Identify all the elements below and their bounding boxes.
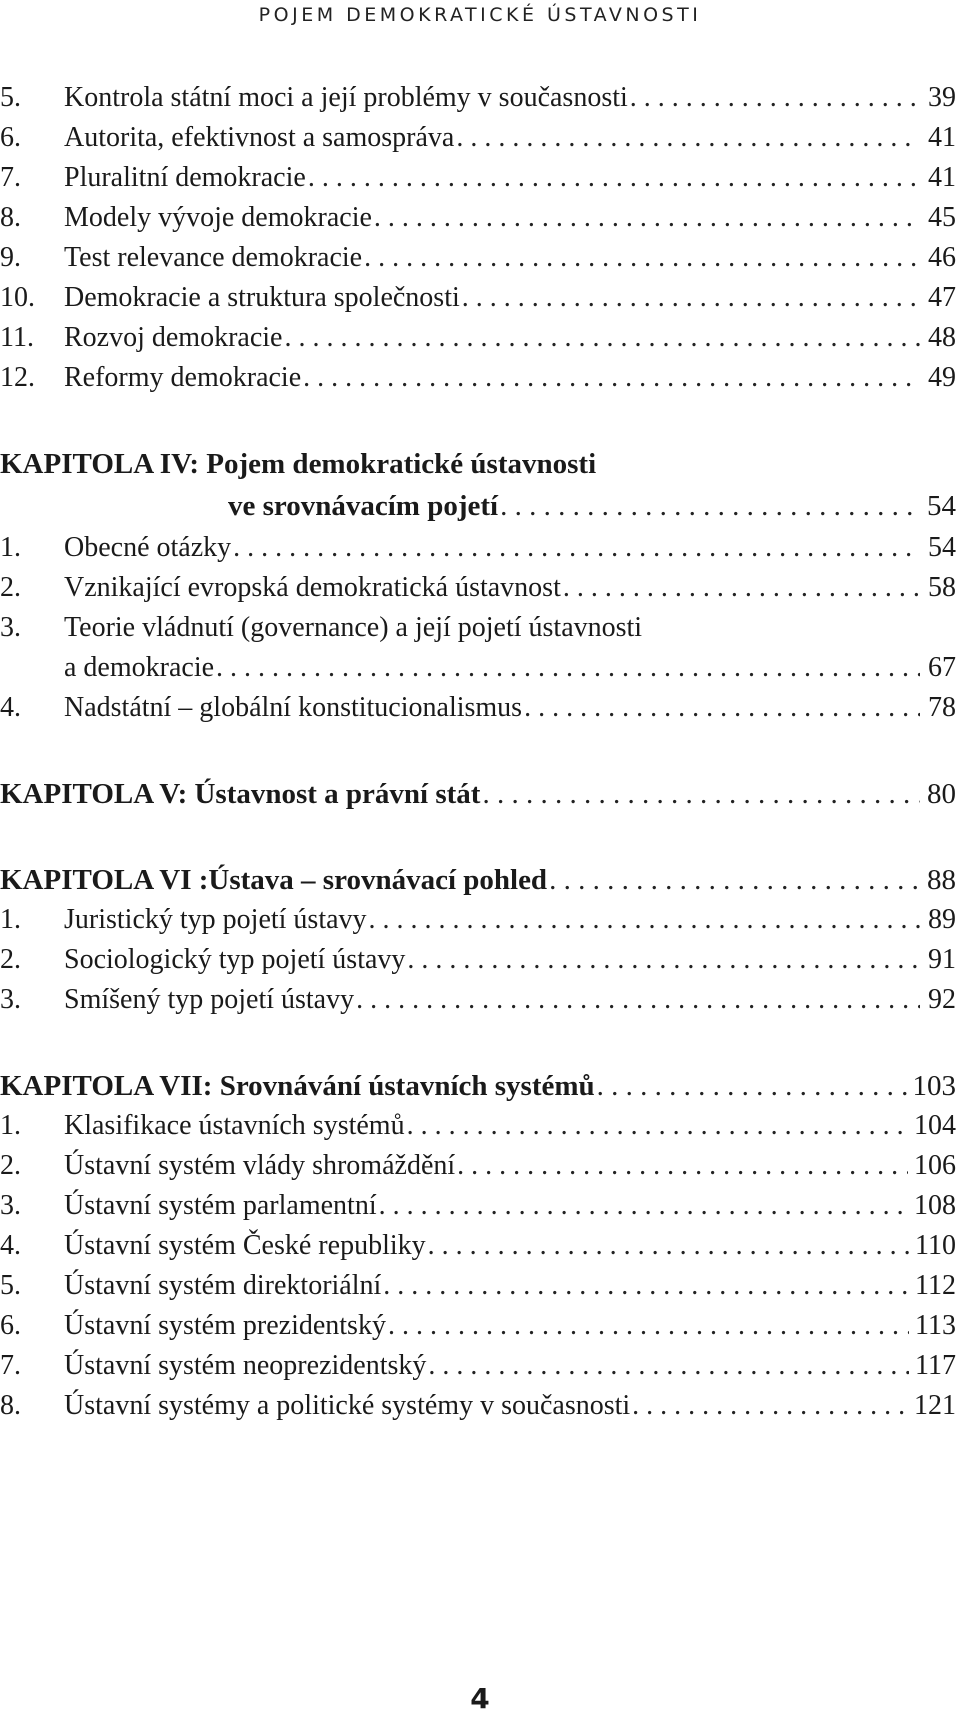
dot-leader	[597, 1066, 907, 1106]
dot-leader	[303, 358, 920, 398]
toc-entry	[0, 198, 960, 238]
toc-entry-title: Autorita, efektivnost a samospráva	[64, 122, 455, 153]
chapter-7-title: KAPITOLA VII: Srovnávání ústavních systémů	[0, 1070, 595, 1102]
toc-entry-number: 7.	[0, 162, 21, 193]
toc-entry	[0, 1186, 960, 1226]
dot-leader	[632, 1386, 908, 1426]
chapter-5-heading	[0, 774, 960, 814]
toc-entry-title: Ústavní systémy a politické systémy v současnosti	[64, 1390, 631, 1421]
toc-entry-page: 48	[928, 322, 956, 353]
toc-entry-page: 41	[928, 162, 956, 193]
toc-entry-number: 5.	[0, 1270, 21, 1301]
dot-leader	[369, 900, 920, 940]
toc-entry-number: 2.	[0, 572, 21, 603]
toc-entry-title: Rozvoj demokracie	[64, 322, 283, 353]
toc-entry	[0, 688, 960, 728]
toc-entry-number: 6.	[0, 1310, 21, 1341]
dot-leader	[284, 318, 920, 358]
toc-entry	[0, 568, 960, 608]
chapter-7-page: 103	[912, 1070, 956, 1102]
toc-entry-page: 112	[915, 1270, 956, 1301]
toc-entry-page: 49	[928, 362, 956, 393]
toc-entry-page: 121	[914, 1390, 956, 1421]
chapter-4-heading	[0, 444, 960, 484]
toc-entry-number: 7.	[0, 1350, 21, 1381]
toc-entry-page: 58	[928, 572, 956, 603]
toc-entry	[0, 1106, 960, 1146]
toc-entry	[0, 1306, 960, 1346]
chapter-7-heading	[0, 1066, 960, 1106]
toc-entry	[0, 900, 960, 940]
toc-entry-title: Obecné otázky	[64, 532, 232, 563]
chapter-6-heading	[0, 860, 960, 900]
toc-entry	[0, 78, 960, 118]
toc-entry	[0, 1346, 960, 1386]
dot-leader	[356, 980, 920, 1020]
toc-entry-title: Ústavní systém prezidentský	[64, 1310, 386, 1341]
toc-entry-page: 110	[915, 1230, 956, 1261]
toc-entry-number: 10.	[0, 282, 35, 313]
toc-entry-number: 5.	[0, 82, 21, 113]
toc-entry-number: 4.	[0, 1230, 21, 1261]
dot-leader	[456, 118, 920, 158]
toc-entry	[0, 158, 960, 198]
toc-entry-page: 113	[915, 1310, 956, 1341]
dot-leader	[563, 568, 920, 608]
dot-leader	[216, 648, 920, 688]
toc-entry-title: Ústavní systém vlády shromáždění	[64, 1150, 456, 1181]
toc-entry-page: 46	[928, 242, 956, 273]
toc-entry-title-cont: a demokracie	[64, 652, 215, 683]
toc-entry-number: 8.	[0, 202, 21, 233]
toc-entry-title: Nadstátní – globální konstitucionalismus	[64, 692, 523, 723]
toc-entry	[0, 118, 960, 158]
dot-leader	[388, 1306, 909, 1346]
toc-entry-cont	[0, 648, 960, 688]
toc-entry-title: Test relevance demokracie	[64, 242, 363, 273]
toc-entry-number: 2.	[0, 1150, 21, 1181]
dot-leader	[482, 774, 920, 814]
toc-entry-title: Modely vývoje demokracie	[64, 202, 372, 233]
toc-entry-number: 2.	[0, 944, 21, 975]
dot-leader	[457, 1146, 908, 1186]
toc-entry	[0, 1146, 960, 1186]
toc-entry-number: 1.	[0, 532, 21, 563]
toc-entry	[0, 608, 960, 648]
toc-entry-title: Ústavní systém České republiky	[64, 1230, 426, 1261]
toc-entry-page: 41	[928, 122, 956, 153]
dot-leader	[524, 688, 920, 728]
toc-entry-page: 67	[928, 652, 956, 683]
toc-entry-title: Klasifikace ústavních systémů	[64, 1110, 405, 1141]
toc-entry-page: 78	[928, 692, 956, 723]
toc-entry-page: 39	[928, 82, 956, 113]
toc-entry-title: Juristický typ pojetí ústavy	[64, 904, 367, 935]
toc-entry-page: 117	[915, 1350, 956, 1381]
running-header: POJEM DEMOKRATICKÉ ÚSTAVNOSTI	[258, 4, 702, 26]
dot-leader	[428, 1346, 909, 1386]
toc-entry-number: 3.	[0, 984, 21, 1015]
toc-entry	[0, 940, 960, 980]
dot-leader	[407, 1106, 908, 1146]
toc-entry-page: 104	[914, 1110, 956, 1141]
toc-entry-number: 3.	[0, 612, 21, 643]
toc-entry-number: 11.	[0, 322, 34, 353]
dot-leader	[462, 278, 920, 318]
chapter-4-title-line1: KAPITOLA IV: Pojem demokratické ústavnosti	[0, 448, 597, 480]
toc-entry-title: Sociologický typ pojetí ústavy	[64, 944, 406, 975]
toc-entry-number: 3.	[0, 1190, 21, 1221]
dot-leader	[549, 860, 920, 900]
dot-leader	[364, 238, 920, 278]
toc-entry-number: 8.	[0, 1390, 21, 1421]
toc-entry-number: 4.	[0, 692, 21, 723]
toc-entry	[0, 1226, 960, 1266]
page-number: 4	[470, 1682, 490, 1715]
chapter-4-title-line2: ve srovnávacím pojetí	[228, 490, 499, 522]
toc-entry	[0, 528, 960, 568]
dot-leader	[428, 1226, 909, 1266]
toc-entry-title: Pluralitní demokracie	[64, 162, 306, 193]
toc-entry-page: 106	[914, 1150, 956, 1181]
dot-leader	[630, 78, 920, 118]
toc-entry-title: Kontrola státní moci a její problémy v současnosti	[64, 82, 628, 113]
toc-entry-title: Reformy demokracie	[64, 362, 302, 393]
toc-entry-page: 54	[928, 532, 956, 563]
chapter-5-title: KAPITOLA V: Ústavnost a právní stát	[0, 778, 481, 810]
dot-leader	[500, 486, 920, 526]
toc-entry-title: Smíšený typ pojetí ústavy	[64, 984, 355, 1015]
toc-entry-number: 6.	[0, 122, 21, 153]
toc-entry-title: Ústavní systém parlamentní	[64, 1190, 377, 1221]
chapter-5-page: 80	[927, 778, 956, 810]
chapter-4-page: 54	[927, 490, 956, 522]
dot-leader	[407, 940, 920, 980]
dot-leader	[233, 528, 920, 568]
toc-entry-number: 12.	[0, 362, 35, 393]
dot-leader	[379, 1186, 908, 1226]
toc-entry-page: 91	[928, 944, 956, 975]
toc-entry-number: 9.	[0, 242, 21, 273]
chapter-6-title: KAPITOLA VI :Ústava – srovnávací pohled	[0, 864, 548, 896]
toc-entry-page: 47	[928, 282, 956, 313]
dot-leader	[383, 1266, 909, 1306]
toc-entry	[0, 318, 960, 358]
toc-entry-page: 108	[914, 1190, 956, 1221]
toc-entry-title: Vznikající evropská demokratická ústavnost	[64, 572, 561, 603]
toc-entry	[0, 278, 960, 318]
toc-entry-number: 1.	[0, 1110, 21, 1141]
chapter-4-heading-cont	[0, 486, 960, 526]
toc-entry-page: 45	[928, 202, 956, 233]
toc-entry	[0, 1386, 960, 1426]
toc-entry-title: Ústavní systém direktoriální	[64, 1270, 382, 1301]
toc-entry	[0, 980, 960, 1020]
toc-entry-page: 89	[928, 904, 956, 935]
dot-leader	[374, 198, 920, 238]
dot-leader	[308, 158, 920, 198]
toc-entry-number: 1.	[0, 904, 21, 935]
chapter-6-page: 88	[927, 864, 956, 896]
toc-entry-title: Demokracie a struktura společnosti	[64, 282, 460, 313]
toc-entry-title: Ústavní systém neoprezidentský	[64, 1350, 427, 1381]
toc-entry	[0, 358, 960, 398]
toc-entry-page: 92	[928, 984, 956, 1015]
toc-entry	[0, 238, 960, 278]
toc-entry	[0, 1266, 960, 1306]
toc-entry-title: Teorie vládnutí (governance) a její pojetí ústavnosti	[64, 612, 643, 643]
